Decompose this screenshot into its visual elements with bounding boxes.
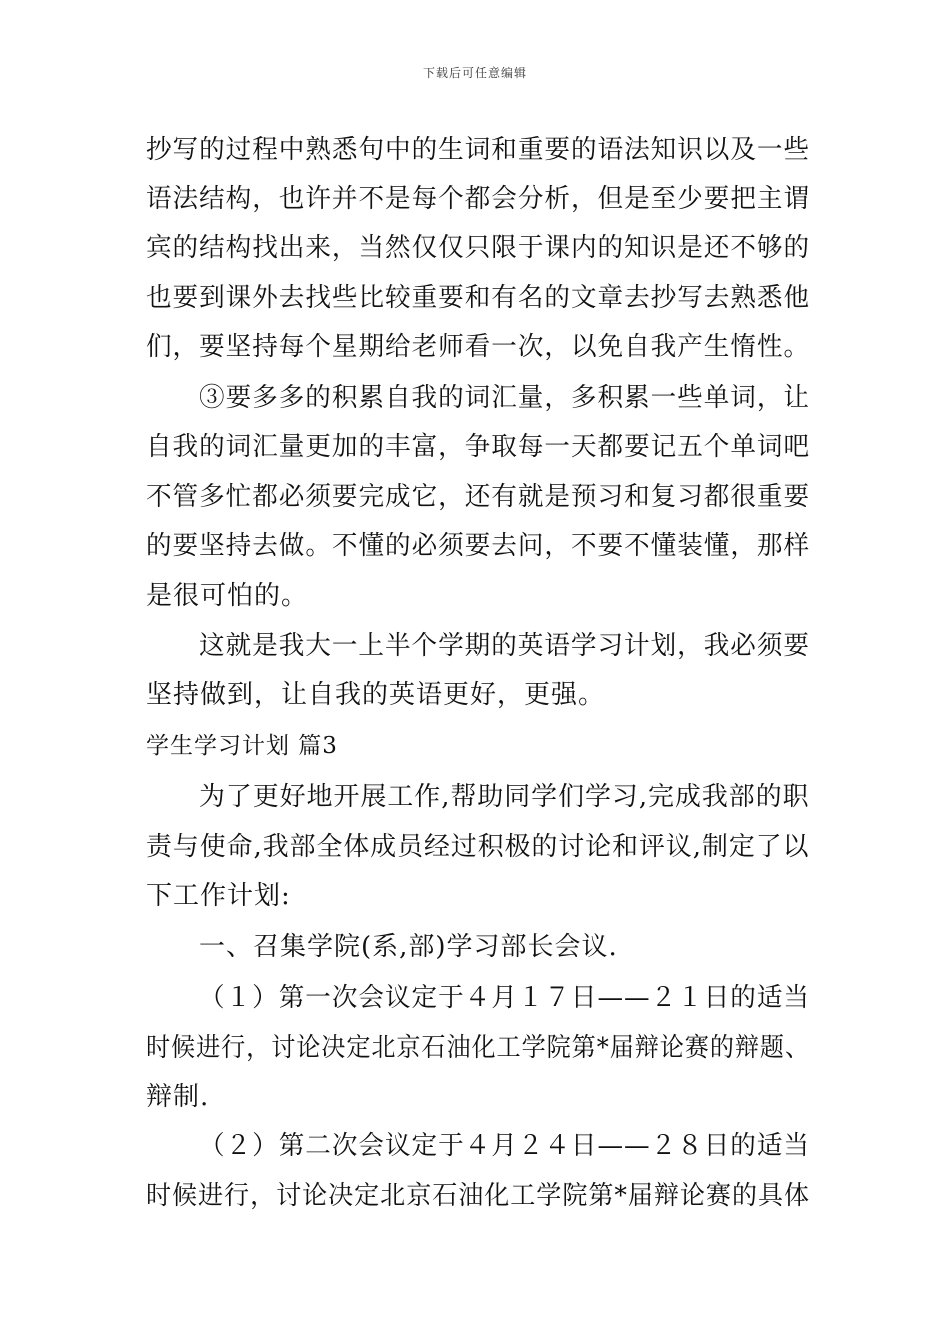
page-header: 下载后可任意编辑 xyxy=(422,66,527,80)
text-line: 为了更好地开展工作,帮助同学们学习,完成我部的职 xyxy=(199,782,810,812)
section-title: 学生学习计划 篇3 xyxy=(146,733,338,759)
text-line: 时候进行，讨论决定北京石油化工学院第*届辩论赛的辩题、 xyxy=(146,1033,811,1063)
text-line: 是很可怕的。 xyxy=(146,581,309,611)
text-line: 语法结构，也许并不是每个都会分析，但是至少要把主谓 xyxy=(146,184,811,214)
text-line: 时候进行，讨论决定北京石油化工学院第*届辩论赛的具体 xyxy=(146,1181,811,1211)
text-line: 一、召集学院(系,部)学习部长会议. xyxy=(199,932,618,962)
text-line: 宾的结构找出来，当然仅仅只限于课内的知识是还不够的 xyxy=(146,233,811,263)
text-line: 下工作计划: xyxy=(146,881,291,911)
text-line: 们，要坚持每个星期给老师看一次，以免自我产生惰性。 xyxy=(146,332,811,362)
text-line: 坚持做到，让自我的英语更好，更强。 xyxy=(146,680,606,710)
text-line: （１）第一次会议定于４月１７日——２１日的适当 xyxy=(199,983,811,1013)
text-line: 责与使命,我部全体成员经过积极的讨论和评议,制定了以 xyxy=(146,832,810,862)
text-line: ③要多多的积累自我的词汇量，多积累一些单词，让 xyxy=(199,383,811,413)
text-line: 也要到课外去找些比较重要和有名的文章去抄写去熟悉他 xyxy=(146,283,811,313)
text-line: 这就是我大一上半个学期的英语学习计划，我必须要 xyxy=(199,631,811,661)
text-line: 不管多忙都必须要完成它，还有就是预习和复习都很重要 xyxy=(146,482,811,512)
text-line: 辩制. xyxy=(146,1082,210,1112)
text-line: 的要坚持去做。不懂的必须要去问，不要不懂装懂，那样 xyxy=(146,531,811,561)
text-line: 自我的词汇量更加的丰富，争取每一天都要记五个单词吧 xyxy=(146,432,811,462)
text-line: （２）第二次会议定于４月２４日——２８日的适当 xyxy=(199,1131,811,1161)
text-line: 抄写的过程中熟悉句中的生词和重要的语法知识以及一些 xyxy=(146,135,811,165)
